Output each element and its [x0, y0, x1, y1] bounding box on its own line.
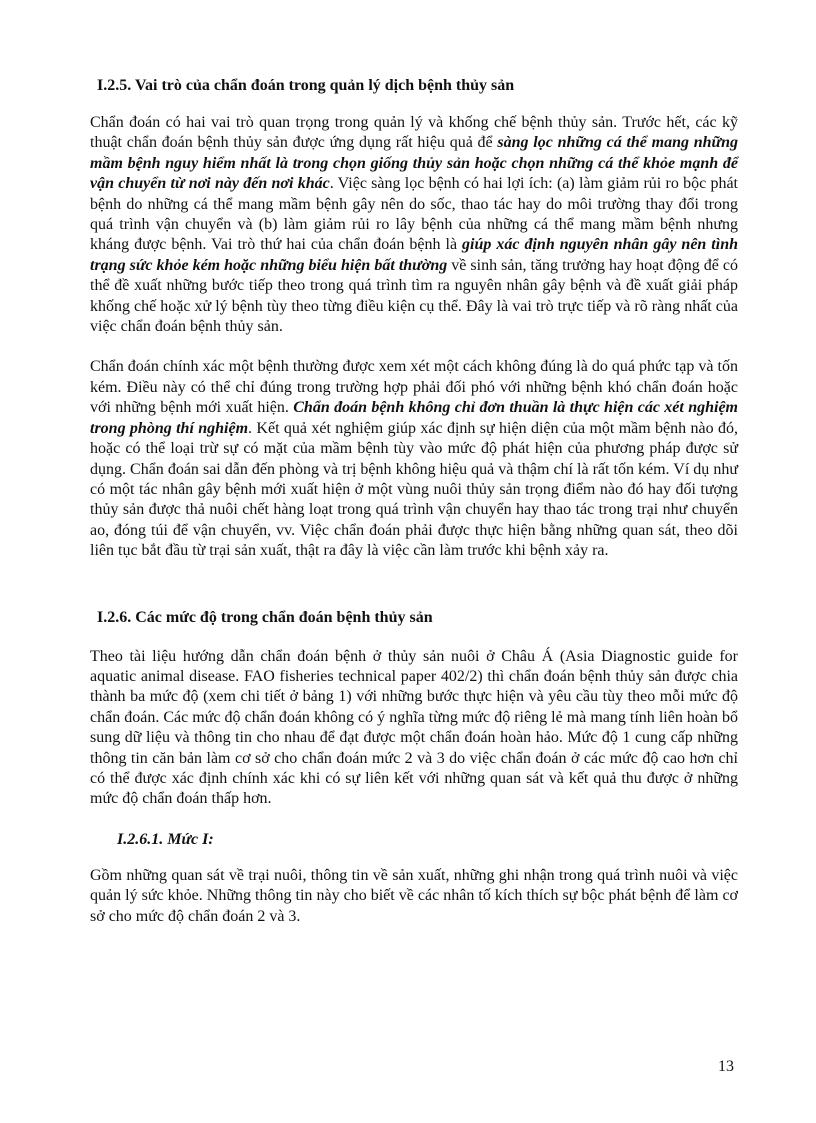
paragraph-text: về sinh sản, tăng trưởng hay hoạt động để có thể đề xuất những bước tiếp theo trong quá trình tìm ra nguyên nhân gây bệnh và đề xuất giải pháp khống chế hoặc xử lý bệnh tùy theo từng điều kiện cụ thể. Đây là vai trò trực tiếp và rõ ràng nhất của việc chẩn đoán bệnh thủy sản.: [90, 256, 739, 336]
section-heading-i-2-5: I.2.5. Vai trò của chẩn đoán trong quản lý dịch bệnh thủy sản: [97, 77, 515, 94]
subheading-level-1: I.2.6.1. Mức I:: [117, 830, 214, 848]
paragraph-text: Chẩn đoán chính xác một bệnh thường được xem xét một cách không đúng là do quá phức tạp và tốn kém. Điều này có thể chỉ đúng trong trường hợp phải đối phó với những bệnh khó chẩn đoán hoặc với những bệnh mới xuất hiện.: [90, 358, 738, 417]
emphasis-text: sàng lọc những cá thể mang những mầm bệnh nguy hiểm nhất là trong chọn giống thủy sản hoặc chọn những cá thể khỏe mạnh để vận chuyển từ nơi này đến nơi khác: [90, 134, 739, 193]
page-content: [90, 76, 738, 947]
paragraph-role-of-diagnosis: [90, 113, 738, 337]
paragraph-accurate-diagnosis: [90, 357, 738, 561]
paragraph-level-1: Gồm những quan sát về trại nuôi, thông tin về sản xuất, những ghi nhận trong quá trình nuôi và việc quản lý sức khỏe. Những thông tin này cho biết về các nhân tố kích thích sự bộc phát bệnh để làm cơ sở cho mức độ chẩn đoán 2 và 3.: [90, 866, 738, 925]
paragraph-text: . Kết quả xét nghiệm giúp xác định sự hiện diện của một mầm bệnh nào đó, hoặc có thể loại trừ sự có mặt của mầm bệnh tùy vào mức độ phát hiện của phương pháp được sử dụng. Chẩn đoán sai dẫn đến phòng và trị bệnh không hiệu quả và thậm chí là rất tốn kém. Ví dụ như có một tác nhân gây bệnh mới xuất hiện ở một vùng nuôi thủy sản trọng điểm nào đó hay đối tượng thủy sản được thả nuôi chết hàng loạt trong quá trình vận chuyển hay thao tác trong trại như chuyển ao, đóng túi để vận chuyển, vv. Việc chẩn đoán phải được thực hiện bằng những quan sát, theo dõi liên tục bắt đầu từ trại sản xuất, thật ra đây là việc cần làm trước khi bệnh xảy ra.: [90, 419, 738, 560]
emphasis-text: giúp xác định nguyên nhân gây nên tình trạng sức khỏe kém hoặc những biểu hiện bất thường: [90, 236, 738, 274]
paragraph-diagnosis-levels: Theo tài liệu hướng dẫn chẩn đoán bệnh ở thủy sản nuôi ở Châu Á (Asia Diagnostic guide for aquatic animal disease. FAO fisheries technical paper 402/2) thì chẩn đoán bệnh thủy sản được chia thành ba mức độ (xem chi tiết ở bảng 1) với những bước thực hiện và yêu cầu tùy theo mỗi mức độ chẩn đoán. Các mức độ chẩn đoán không có ý nghĩa từng mức độ riêng lẻ mà mang tính liên hoàn bổ sung dữ liệu và thông tin cho nhau để đạt được một chẩn đoán hoàn hảo. Mức độ 1 cung cấp những thông tin căn bản làm cơ sở cho chẩn đoán mức 2 và 3 do việc chẩn đoán ở các mức độ cao hơn chỉ có thể được xác định chính xác khi có sự liên kết với những quan sát và kết quả thu được ở những mức độ chẩn đoán thấp hơn.: [90, 647, 738, 808]
page-number: 13: [718, 1058, 734, 1075]
paragraph-text: Chẩn đoán có hai vai trò quan trọng trong quản lý và khống chế bệnh thủy sản. Trước hết, các kỹ thuật chẩn đoán bệnh thủy sản được ứng dụng rất hiệu quả để: [90, 114, 738, 152]
section-heading-i-2-6: I.2.6. Các mức độ trong chẩn đoán bệnh thủy sản: [97, 608, 433, 626]
emphasis-text: Chẩn đoán bệnh không chỉ đơn thuần là thực hiện các xét nghiệm trong phòng thí nghiệm: [90, 399, 738, 437]
paragraph-text: . Việc sàng lọc bệnh có hai lợi ích: (a) làm giảm rủi ro bộc phát bệnh do những cá thể mang mầm bệnh gây nên do sốc, thao tác hay do môi trường thay đổi trong quá trình vận chuyển và (b) làm giảm rủi ro lây bệnh của những cá thể mang mầm bệnh nhưng kháng được bệnh. Vai trò thứ hai của chẩn đoán bệnh là: [90, 175, 738, 254]
